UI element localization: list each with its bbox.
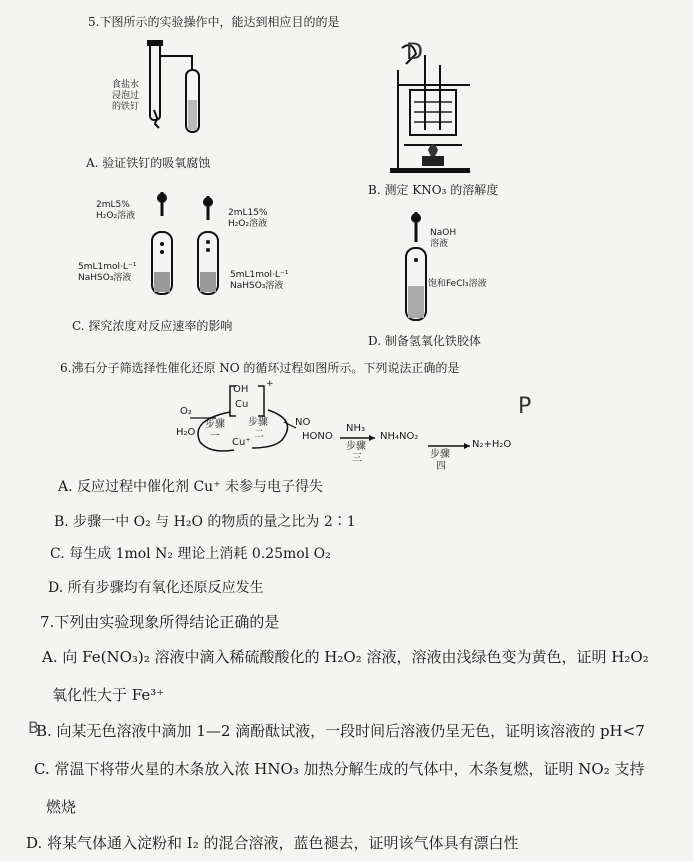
q7-option-a-line2: 氧化性大于 Fe³⁺ [52,686,165,704]
q5-option-b-caption: B. 测定 KNO₃ 的溶解度 [368,183,499,197]
handwritten-mark-q7: B [28,718,39,737]
apparatus-a-diagram [130,40,220,140]
apparatus-c-right-top-label: 2mL15% H₂O₂溶液 [228,208,268,229]
q5-option-d-caption: D. 制备氢氧化铁胶体 [368,334,481,348]
q5-stem: 5.下图所示的实验操作中，能达到相应目的的是 [88,15,340,29]
q7-stem: 7.下列由实验现象所得结论正确的是 [40,613,280,631]
q5-option-a-caption: A. 验证铁钉的吸氧腐蚀 [86,156,211,170]
apparatus-c-left-bottom-label: 5mL1mol·L⁻¹ NaHSO₃溶液 [78,262,137,283]
q6-option-d: D. 所有步骤均有氧化还原反应发生 [48,580,264,596]
q6-option-a: A. 反应过程中催化剂 Cu⁺ 未参与电子得失 [58,479,324,495]
q7-option-c-line1: C. 常温下将带火星的木条放入浓 HNO₃ 加热分解生成的气体中，木条复燃，证明 NO₂ 支持 [34,760,645,778]
q7-option-d: D. 将某气体通入淀粉和 I₂ 的混合溶液，蓝色褪去，证明该气体具有漂白性 [26,834,519,852]
apparatus-a-label: 食盐水 浸泡过 的铁钉 [112,80,140,112]
apparatus-c-left-top-label: 2mL5% H₂O₂溶液 [96,200,136,221]
handwritten-mark-q6: P [518,394,532,419]
apparatus-d-top-label: NaOH 溶液 [430,228,457,249]
q7-option-a-line1: A. 向 Fe(NO₃)₂ 溶液中滴入稀硫酸酸化的 H₂O₂ 溶液，溶液由浅绿色变为黄色，证明 H₂O₂ [42,648,649,666]
q6-option-c: C. 每生成 1mol N₂ 理论上消耗 0.25mol O₂ [50,546,331,562]
apparatus-c-diagram [140,192,230,302]
handwritten-mark-q5: D [406,40,423,65]
q5-option-c-caption: C. 探究浓度对反应速率的影响 [72,319,233,333]
apparatus-c-right-bottom-label: 5mL1mol·L⁻¹ NaHSO₃溶液 [230,270,289,291]
apparatus-d-side-label: 饱和FeCl₃溶液 [428,279,487,289]
exam-page: 5.下图所示的实验操作中，能达到相应目的的是 食盐水 浸泡过 的铁钉 A. 验证铁钉的吸氧腐蚀 B. 测定 KNO₃ 的溶解度 2mL5% H₂O₂溶液 2mL15% H₂O₂溶液 5mL1mol·L⁻¹ NaHSO₃溶液 5mL1mol·L⁻¹ NaHSO₃溶液 C. 探究浓度对反应速率的影响 NaOH 溶液 饱和FeCl₃溶液 D. 制备氢氧化铁胶体 6.沸石分子筛选择性催化还原 NO 的循环过程如图所示。下列说法正确的是 OH Cu + O₂ H₂O 步骤 一 步骤 二 Cu⁺ NO HONO NH₃ 步骤 三 NH₄NO₂ 步骤 四 N₂+H₂O A. 反应过程中催化剂 Cu⁺ 未参与电子得失 B. 步骤一中 O₂ 与 H₂O 的物质的量之比为 2∶1 C. 每生成 1mol N₂ 理论上消耗 0.25mol O₂ D. 所有步骤均有氧化还原反应发生 7.下列由实验现象所得结论正确的是 A. 向 Fe(NO₃)₂ 溶液中滴入稀硫酸酸化的 H₂O₂ 溶液，溶液由浅绿色变为黄色，证明 H₂O₂ 氧化性大于 Fe³⁺ B. 向某无色溶液中滴加 1—2 滴酚酞试液，一段时间后溶液仍呈无色，证明该溶液的 pH<7 C. 常温下将带火星的木条放入浓 HNO₃ 加热分解生成的气体中，木条复燃，证明 NO₂ 支持 燃烧 D. 将某气体通入淀粉和 I₂ 的混合溶液，蓝色褪去，证明该气体具有漂白性 D P B [26,15,649,852]
apparatus-b-diagram [380,40,500,175]
q6-option-b: B. 步骤一中 O₂ 与 H₂O 的物质的量之比为 2∶1 [54,514,356,530]
q6-stem: 6.沸石分子筛选择性催化还原 NO 的循环过程如图所示。下列说法正确的是 [60,361,460,375]
q7-option-c-line2: 燃烧 [46,798,77,816]
q7-option-b: B. 向某无色溶液中滴加 1—2 滴酚酞试液，一段时间后溶液仍呈无色，证明该溶液的 pH<7 [36,722,645,740]
